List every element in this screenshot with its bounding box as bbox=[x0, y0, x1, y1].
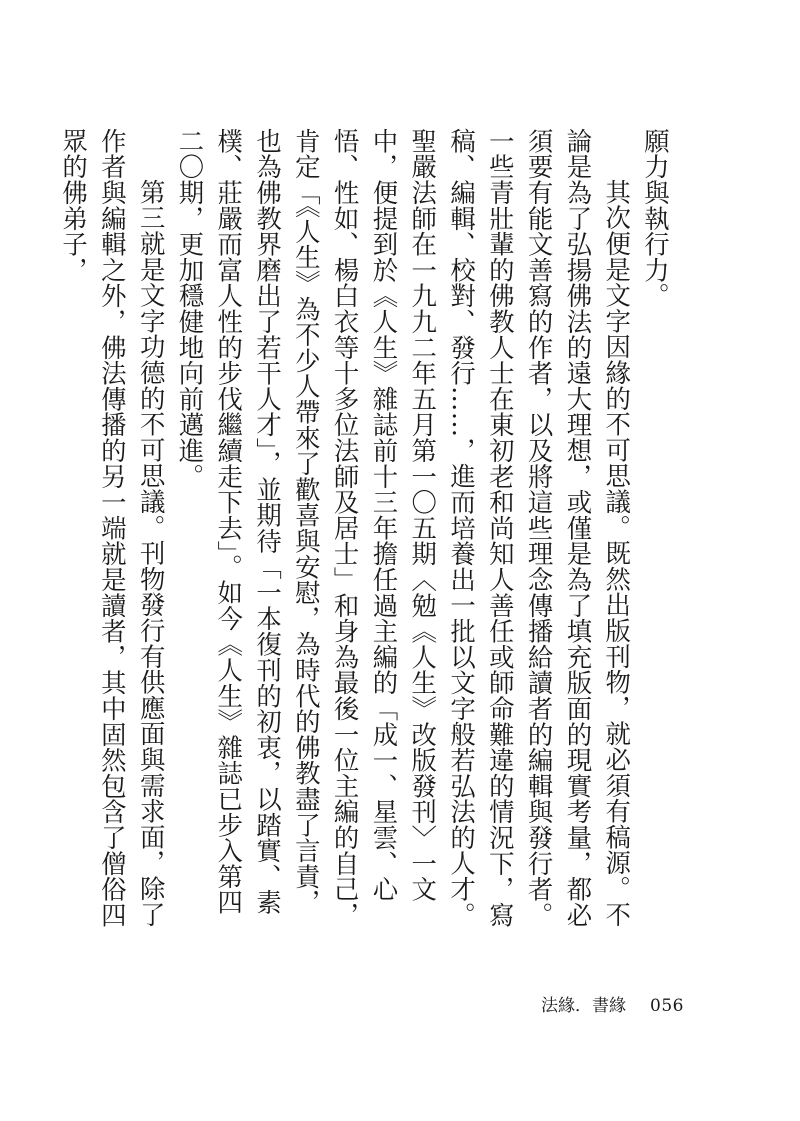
paragraph-3: 第三就是文字功德的不可思議。刊物發行有供應面與需求面，除了作者與編輯之外，佛法傳播的另一端就是讀者，其中固然包含了僧俗四眾的佛弟子， bbox=[59, 128, 167, 928]
paragraph-1: 願力與執行力。 bbox=[641, 128, 671, 309]
vertical-text-body bbox=[54, 128, 675, 928]
paragraph-2: 其次便是文字因緣的不可思議。既然出版刊物，就必須有稿源。不論是為了弘揚佛法的遠大理想，或僅是為了填充版面的現實考量，都必須要有能文善寫的作者，以及將這些理念傳播給讀者的編輯與發行者。一些青壯輩的佛教人士在東初老和尚知人善任或師命難違的情況下，寫稿、編輯、校對、發行……，進而培養出一批以文字般若弘法的人才。聖嚴法師在一九九二年五月第一〇五期〈勉《人生》改版發刊〉一文中，便提到於《人生》雜誌前十三年擔任過主編的「成一、星雲、心悟、性如、楊白衣等十多位法師及居士」和身為最後一位主編的自己，肯定「《人生》為不少人帶來了歡喜與安慰，為時代的佛教盡了言責，也為佛教界磨出了若干人才」，並期待「一本復刊的初衷，以踏實、素樸、莊嚴而富人性的步伐繼續走下去」。如今《人生》雜誌已步入第四二〇期，更加穩健地向前邁進。 bbox=[175, 128, 633, 928]
page-footer bbox=[541, 991, 684, 1016]
page-number: 056 bbox=[650, 996, 684, 1016]
running-title: 法緣．書緣 bbox=[541, 996, 627, 1016]
